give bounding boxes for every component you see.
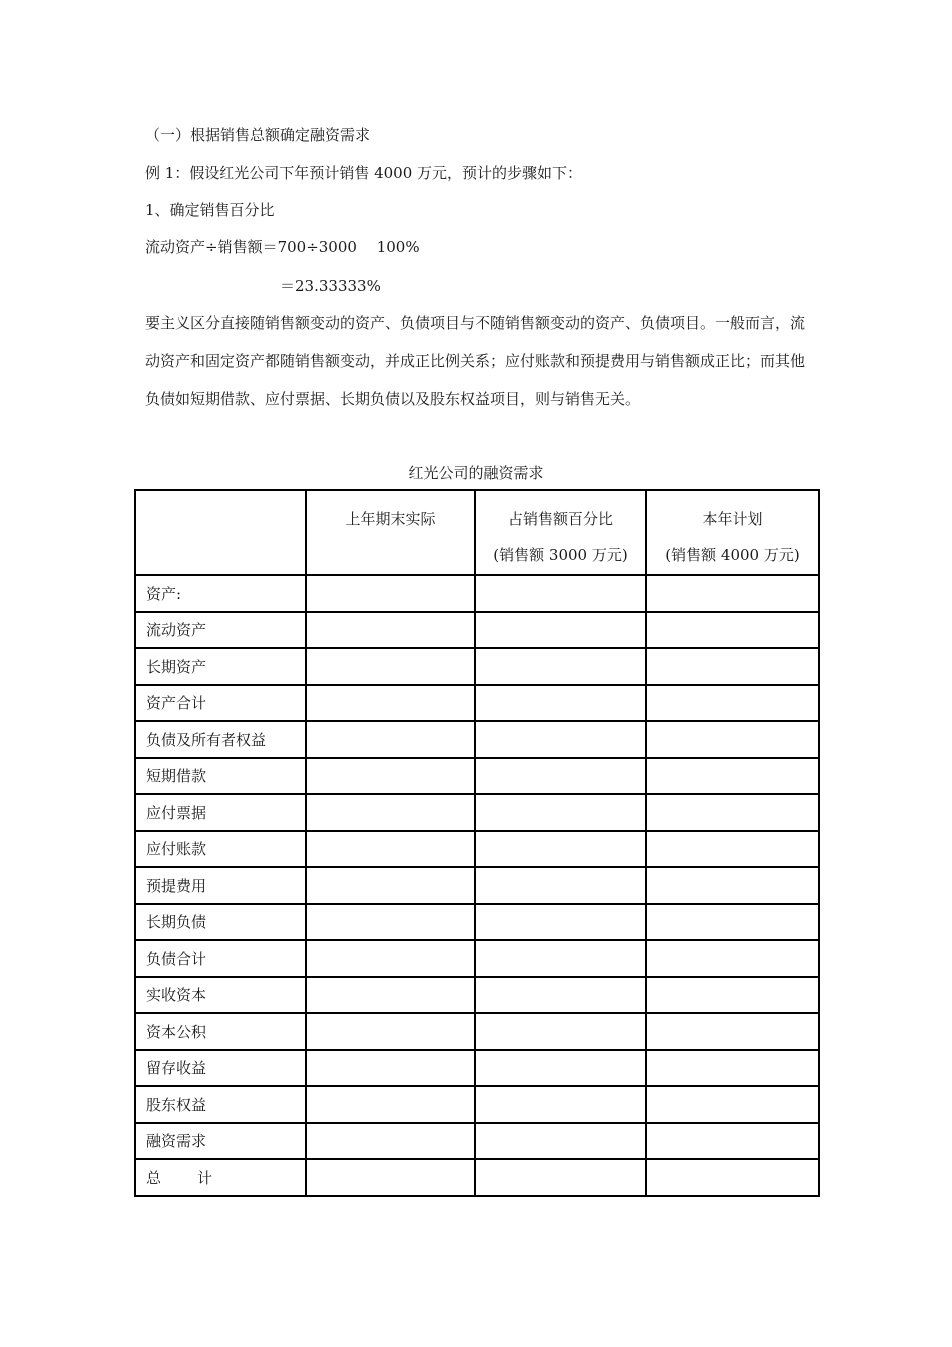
table-cell [475, 831, 646, 868]
header-sublabel: (销售额 3000 万元) [493, 546, 628, 564]
table-cell [646, 904, 819, 941]
table-row [135, 831, 819, 868]
table-cell [646, 977, 819, 1014]
header-label: 上年期末实际 [345, 510, 436, 528]
table-cell [306, 685, 475, 722]
row-label: 资本公积 [135, 1013, 306, 1050]
row-label: 长期负债 [135, 904, 306, 941]
table-cell [475, 758, 646, 795]
table-cell [306, 1050, 475, 1087]
table-cell [475, 575, 646, 612]
table-cell [646, 940, 819, 977]
row-label: 短期借款 [135, 758, 306, 795]
table-cell [475, 867, 646, 904]
table-cell [306, 721, 475, 758]
table-cell [306, 1123, 475, 1160]
header-sublabel: (销售额 4000 万元) [665, 546, 800, 564]
total-row [135, 1159, 819, 1196]
table-cell [475, 1013, 646, 1050]
table-cell [475, 721, 646, 758]
table-cell [306, 575, 475, 612]
header-label: 本年计划 [702, 510, 763, 528]
row-label: 预提费用 [135, 867, 306, 904]
table-cell [306, 1086, 475, 1123]
table-cell [475, 904, 646, 941]
table-cell [646, 721, 819, 758]
row-label: 流动资产 [135, 612, 306, 649]
table-cell [475, 940, 646, 977]
table-row [135, 867, 819, 904]
header-cell-last-year [306, 490, 475, 575]
table-row [135, 904, 819, 941]
row-label: 负债合计 [135, 940, 306, 977]
header-row [135, 490, 819, 575]
row-label: 资产合计 [135, 685, 306, 722]
row-label: 应付账款 [135, 831, 306, 868]
table-row [135, 940, 819, 977]
financing-table [134, 489, 820, 1197]
table-row [135, 575, 819, 612]
table-cell [646, 867, 819, 904]
table-cell [646, 1123, 819, 1160]
table-row [135, 721, 819, 758]
table-cell [475, 648, 646, 685]
table-row [135, 794, 819, 831]
table-cell [475, 612, 646, 649]
explanation-paragraph: 要主义区分直接随销售额变动的资产、负债项目与不随销售额变动的资产、负债项目。一般而言，流动资产和固定资产都随销售额变动，并成正比例关系；应付账款和预提费用与销售额成正比；而其他负债如短期借款、应付票据、长期负债以及股东权益项目，则与销售无关。 [145, 314, 806, 408]
table-cell [646, 794, 819, 831]
table-cell [306, 612, 475, 649]
header-cell-percent [475, 490, 646, 575]
table-row [135, 1013, 819, 1050]
table-cell [646, 1086, 819, 1123]
total-label-part2: 计 [197, 1168, 213, 1187]
table-cell [306, 904, 475, 941]
row-label: 留存收益 [135, 1050, 306, 1087]
row-label-total [135, 1159, 306, 1196]
row-label: 资产: [135, 575, 306, 612]
table-cell [646, 831, 819, 868]
table-cell [475, 685, 646, 722]
table-row [135, 1086, 819, 1123]
table-cell [306, 867, 475, 904]
table-cell [306, 794, 475, 831]
example-line: 例 1：假设红光公司下年预计销售 4000 万元，预计的步骤如下： [145, 164, 583, 182]
table-row [135, 685, 819, 722]
table-row [135, 1050, 819, 1087]
table-row [135, 1123, 819, 1160]
table-cell [646, 575, 819, 612]
header-label: 占销售额百分比 [507, 510, 613, 528]
table-cell [475, 1050, 646, 1087]
row-label: 实收资本 [135, 977, 306, 1014]
table-cell [646, 612, 819, 649]
table-cell [646, 1159, 819, 1196]
row-label: 融资需求 [135, 1123, 306, 1160]
table-cell [646, 758, 819, 795]
table-cell [306, 648, 475, 685]
table-cell [475, 1159, 646, 1196]
table-cell [475, 1123, 646, 1160]
table-row [135, 612, 819, 649]
table-row [135, 648, 819, 685]
formula-line-2: ＝23.33333% [280, 277, 381, 295]
row-label: 长期资产 [135, 648, 306, 685]
table-cell [646, 685, 819, 722]
total-label-part1: 总 [146, 1168, 162, 1187]
table-cell [475, 1086, 646, 1123]
step-1: 1、确定销售百分比 [145, 201, 275, 219]
table-cell [306, 977, 475, 1014]
table-cell [306, 940, 475, 977]
table-cell [475, 977, 646, 1014]
header-cell-empty [135, 490, 306, 575]
table-cell [306, 1159, 475, 1196]
table-cell [646, 1013, 819, 1050]
row-label: 股东权益 [135, 1086, 306, 1123]
row-label: 负债及所有者权益 [135, 721, 306, 758]
table-cell [475, 794, 646, 831]
table-cell [306, 1013, 475, 1050]
header-cell-plan [646, 490, 819, 575]
table-title: 红光公司的融资需求 [408, 464, 544, 482]
table-cell [306, 758, 475, 795]
formula-line-1: 流动资产÷销售额＝700÷3000 100% [145, 238, 420, 256]
table-cell [646, 1050, 819, 1087]
row-label: 应付票据 [135, 794, 306, 831]
section-heading: （一）根据销售总额确定融资需求 [145, 126, 371, 144]
table-row [135, 758, 819, 795]
table-cell [306, 831, 475, 868]
table-row [135, 977, 819, 1014]
table-cell [646, 648, 819, 685]
